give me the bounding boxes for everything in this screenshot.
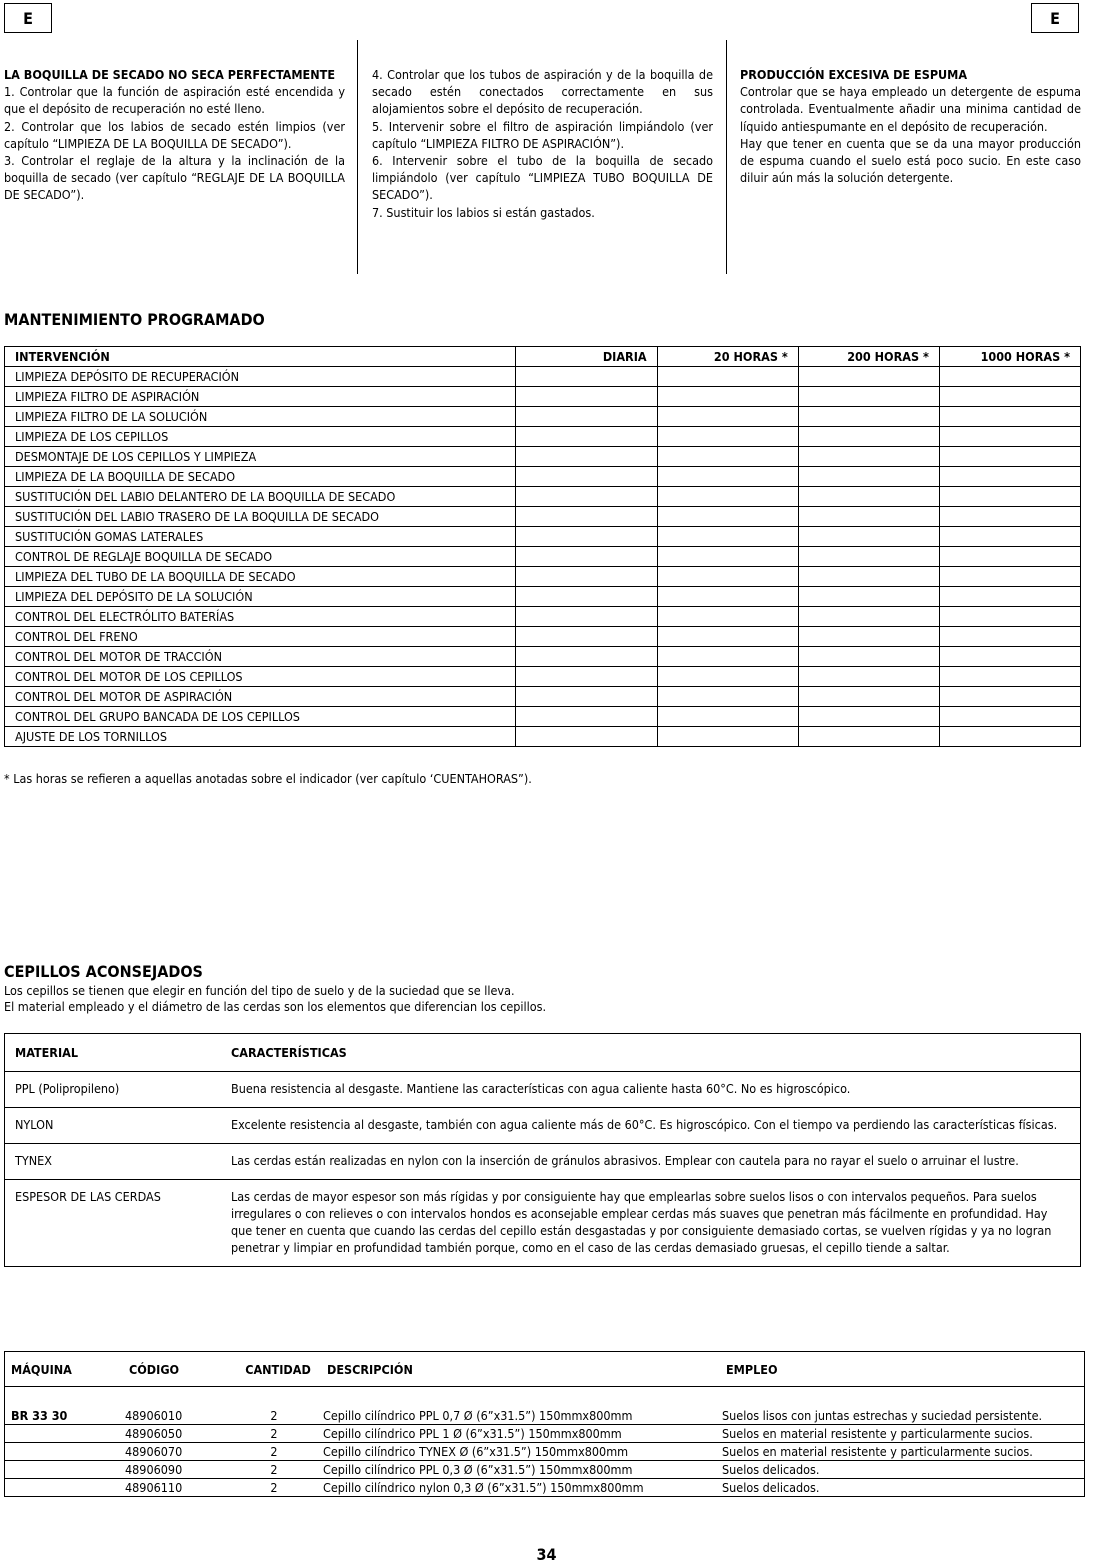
table-header-row [5, 1352, 1084, 1387]
section-heading: LA BOQUILLA DE SECADO NO SECA PERFECTAMENTE [4, 67, 335, 82]
intervention-cell: LIMPIEZA DEL DEPÓSITO DE LA SOLUCIÓN [5, 587, 516, 607]
schedule-cell [939, 667, 1080, 687]
material-cell: TYNEX [15, 1153, 52, 1168]
quantity-cell: 2 [270, 1426, 278, 1441]
table-row [5, 587, 1081, 607]
schedule-cell [657, 407, 798, 427]
intervention-cell: AJUSTE DE LOS TORNILLOS [5, 727, 516, 747]
table-row [5, 387, 1081, 407]
intervention-cell: CONTROL DEL ELECTRÓLITO BATERÍAS [5, 607, 516, 627]
quantity-cell: 2 [270, 1480, 278, 1495]
schedule-cell [798, 547, 939, 567]
intro-line: Los cepillos se tienen que elegir en función del tipo de suelo y de la suciedad que se lleva. [4, 983, 515, 998]
schedule-cell [516, 387, 657, 407]
schedule-cell [939, 427, 1080, 447]
usage-cell: Suelos en material resistente y particularmente sucios. [722, 1444, 1033, 1459]
schedule-cell [798, 427, 939, 447]
schedule-cell [939, 387, 1080, 407]
description-cell: Cepillo cilíndrico PPL 0,3 Ø (6”x31.5”) 150mmx800mm [323, 1462, 633, 1477]
description-cell: Cepillo cilíndrico TYNEX Ø (6”x31.5”) 150mmx800mm [323, 1444, 629, 1459]
material-cell: PPL (Polipropileno) [15, 1081, 120, 1096]
column-divider [357, 40, 358, 274]
schedule-cell [657, 447, 798, 467]
brush-parts-table [4, 1351, 1085, 1497]
schedule-cell [657, 627, 798, 647]
schedule-cell [516, 647, 657, 667]
schedule-cell [516, 547, 657, 567]
table-row [5, 487, 1081, 507]
paragraph: 7. Sustituir los labios si están gastados. [372, 204, 595, 220]
schedule-cell [657, 467, 798, 487]
paragraph: 1. Controlar que la función de aspiración esté encendida y que el depósito de recuperación no esté lleno. [4, 84, 345, 117]
intervention-cell: DESMONTAJE DE LOS CEPILLOS Y LIMPIEZA [5, 447, 516, 467]
column-header: MÁQUINA [11, 1361, 72, 1377]
schedule-cell [657, 427, 798, 447]
intervention-cell: LIMPIEZA FILTRO DE ASPIRACIÓN [5, 387, 516, 407]
table-row [5, 1144, 1080, 1180]
table-row [5, 407, 1081, 427]
intervention-cell: LIMPIEZA FILTRO DE LA SOLUCIÓN [5, 407, 516, 427]
table-row [5, 1108, 1080, 1144]
schedule-cell [516, 707, 657, 727]
schedule-cell [657, 487, 798, 507]
quantity-cell: 2 [270, 1444, 278, 1459]
machine-cell: BR 33 30 [11, 1408, 68, 1423]
intervention-cell: CONTROL DEL GRUPO BANCADA DE LOS CEPILLOS [5, 707, 516, 727]
column-header: 200 HORAS * [798, 347, 939, 367]
column-header: CÓDIGO [129, 1361, 180, 1377]
schedule-cell [939, 467, 1080, 487]
brushes-intro [4, 983, 546, 1015]
schedule-cell [516, 527, 657, 547]
table-row [5, 567, 1081, 587]
schedule-cell [516, 447, 657, 467]
column-header: MATERIAL [15, 1045, 78, 1060]
schedule-cell [939, 527, 1080, 547]
paragraph: 5. Intervenir sobre el filtro de aspiración limpiándolo (ver capítulo “LIMPIEZA FILTRO DE ASPIRACIÓN”). [372, 118, 713, 151]
schedule-cell [939, 367, 1080, 387]
schedule-cell [516, 507, 657, 527]
paragraph: 4. Controlar que los tubos de aspiración y de la boquilla de secado estén conectados correctamente en sus alojamientos sobre el depósito de recuperación. [372, 67, 713, 117]
schedule-cell [516, 667, 657, 687]
intervention-cell: LIMPIEZA DE LOS CEPILLOS [5, 427, 516, 447]
schedule-cell [516, 567, 657, 587]
code-cell: 48906050 [125, 1426, 183, 1441]
table-row [5, 1072, 1080, 1108]
schedule-cell [939, 407, 1080, 427]
table-row [5, 667, 1081, 687]
column-header: 20 HORAS * [657, 347, 798, 367]
brushes-title: CEPILLOS ACONSEJADOS [4, 962, 203, 981]
schedule-cell [798, 507, 939, 527]
schedule-cell [657, 707, 798, 727]
table-row [5, 447, 1081, 467]
code-cell: 48906090 [125, 1462, 183, 1477]
intervention-cell: CONTROL DE REGLAJE BOQUILLA DE SECADO [5, 547, 516, 567]
schedule-cell [939, 687, 1080, 707]
code-cell: 48906010 [125, 1408, 183, 1423]
trouble-column-1 [4, 66, 345, 204]
schedule-cell [516, 687, 657, 707]
characteristics-cell: Las cerdas están realizadas en nylon con la inserción de gránulos abrasivos. Emplear con cautela para no rayar el suelo o arruinar el lustre. [231, 1153, 1019, 1168]
schedule-cell [939, 587, 1080, 607]
schedule-cell [516, 487, 657, 507]
schedule-cell [657, 647, 798, 667]
schedule-cell [939, 547, 1080, 567]
schedule-cell [798, 567, 939, 587]
table-spacer [5, 1387, 1084, 1407]
schedule-cell [657, 507, 798, 527]
paragraph: 6. Intervenir sobre el tubo de la boquilla de secado limpiándolo (ver capítulo “LIMPIEZA TUBO BOQUILLA DE SECADO”). [372, 153, 713, 203]
schedule-cell [657, 527, 798, 547]
schedule-cell [798, 727, 939, 747]
schedule-cell [798, 647, 939, 667]
table-row [5, 527, 1081, 547]
description-cell: Cepillo cilíndrico PPL 0,7 Ø (6”x31.5”) 150mmx800mm [323, 1408, 633, 1423]
intervention-cell: SUSTITUCIÓN GOMAS LATERALES [5, 527, 516, 547]
intervention-cell: SUSTITUCIÓN DEL LABIO TRASERO DE LA BOQUILLA DE SECADO [5, 507, 516, 527]
intervention-cell: CONTROL DEL MOTOR DE ASPIRACIÓN [5, 687, 516, 707]
code-cell: 48906110 [125, 1480, 183, 1495]
code-cell: 48906070 [125, 1444, 183, 1459]
schedule-cell [657, 587, 798, 607]
page-number: 34 [536, 1545, 557, 1564]
table-header-row [5, 347, 1081, 367]
schedule-cell [516, 627, 657, 647]
table-row [5, 1180, 1080, 1266]
column-header: INTERVENCIÓN [5, 347, 516, 367]
table-row [5, 1443, 1084, 1461]
language-badge-right: E [1031, 3, 1079, 33]
column-header: DESCRIPCIÓN [327, 1361, 413, 1377]
table-row [5, 547, 1081, 567]
schedule-cell [516, 587, 657, 607]
trouble-column-3 [740, 66, 1081, 186]
column-header: 1000 HORAS * [939, 347, 1080, 367]
characteristics-cell: Buena resistencia al desgaste. Mantiene las características con agua caliente hasta 60°C. No es higroscópico. [231, 1081, 851, 1096]
intervention-cell: CONTROL DEL FRENO [5, 627, 516, 647]
maintenance-title: MANTENIMIENTO PROGRAMADO [4, 310, 265, 329]
table-row [5, 367, 1081, 387]
intervention-cell: SUSTITUCIÓN DEL LABIO DELANTERO DE LA BOQUILLA DE SECADO [5, 487, 516, 507]
quantity-cell: 2 [270, 1408, 278, 1423]
description-cell: Cepillo cilíndrico nylon 0,3 Ø (6”x31.5”) 150mmx800mm [323, 1480, 644, 1495]
schedule-cell [516, 607, 657, 627]
schedule-cell [798, 447, 939, 467]
table-row [5, 467, 1081, 487]
schedule-cell [798, 367, 939, 387]
intervention-cell: LIMPIEZA DEL TUBO DE LA BOQUILLA DE SECADO [5, 567, 516, 587]
table-row [5, 1479, 1084, 1496]
trouble-column-2 [372, 66, 713, 221]
schedule-cell [657, 607, 798, 627]
footnote: * Las horas se refieren a aquellas anotadas sobre el indicador (ver capítulo ‘CUENTAHORAS”). [4, 771, 532, 786]
column-header: DIARIA [516, 347, 657, 367]
schedule-cell [657, 687, 798, 707]
column-header: CARACTERÍSTICAS [231, 1045, 347, 1060]
schedule-cell [798, 687, 939, 707]
table-row [5, 687, 1081, 707]
characteristics-cell: Las cerdas de mayor espesor son más rígidas y por consiguiente hay que emplearlas sobre suelos lisos o con intervalos pequeños. Para suelos irregulares o con relieves o con intervalos hondos es aconsejable emplear cerdas más suaves que penetran más fácilmente en profundidad. Hay que tener en cuenta que cuando las cerdas del cepillo están desgastadas y por consiguiente demasiado cortas, se vuelven rígidas y ya no logran penetrar y limpiar en profundidad también porque, como en el caso de las cerdas demasiado gruesas, el cepillo tiende a saltar. [231, 1189, 1052, 1255]
table-row [5, 1461, 1084, 1479]
schedule-cell [657, 567, 798, 587]
schedule-cell [516, 367, 657, 387]
schedule-cell [798, 587, 939, 607]
schedule-cell [798, 527, 939, 547]
table-row [5, 1425, 1084, 1443]
schedule-cell [516, 427, 657, 447]
usage-cell: Suelos lisos con juntas estrechas y suciedad persistente. [722, 1408, 1043, 1423]
schedule-cell [516, 467, 657, 487]
column-divider [726, 40, 727, 274]
schedule-cell [657, 727, 798, 747]
table-row [5, 507, 1081, 527]
schedule-cell [516, 727, 657, 747]
table-header-row [5, 1034, 1080, 1072]
description-cell: Cepillo cilíndrico PPL 1 Ø (6”x31.5”) 150mmx800mm [323, 1426, 622, 1441]
schedule-cell [798, 407, 939, 427]
schedule-cell [798, 667, 939, 687]
material-cell: NYLON [15, 1117, 54, 1132]
schedule-cell [798, 707, 939, 727]
schedule-cell [798, 607, 939, 627]
schedule-cell [657, 387, 798, 407]
column-header: CANTIDAD [245, 1361, 311, 1377]
intervention-cell: CONTROL DEL MOTOR DE TRACCIÓN [5, 647, 516, 667]
schedule-cell [939, 727, 1080, 747]
maintenance-table [4, 346, 1081, 747]
schedule-cell [516, 407, 657, 427]
table-row [5, 427, 1081, 447]
usage-cell: Suelos delicados. [722, 1480, 820, 1495]
schedule-cell [798, 387, 939, 407]
schedule-cell [939, 447, 1080, 467]
column-header: EMPLEO [726, 1361, 778, 1377]
schedule-cell [939, 507, 1080, 527]
schedule-cell [939, 627, 1080, 647]
materials-table [4, 1033, 1081, 1267]
intervention-cell: CONTROL DEL MOTOR DE LOS CEPILLOS [5, 667, 516, 687]
schedule-cell [939, 647, 1080, 667]
section-heading: PRODUCCIÓN EXCESIVA DE ESPUMA [740, 67, 968, 82]
schedule-cell [798, 487, 939, 507]
schedule-cell [939, 707, 1080, 727]
intervention-cell: LIMPIEZA DEPÓSITO DE RECUPERACIÓN [5, 367, 516, 387]
table-row [5, 727, 1081, 747]
usage-cell: Suelos delicados. [722, 1462, 820, 1477]
schedule-cell [657, 367, 798, 387]
characteristics-cell: Excelente resistencia al desgaste, también con agua caliente más de 60°C. Es higroscópico. Con el tiempo va perdiendo las características físicas. [231, 1117, 1058, 1132]
table-row [5, 707, 1081, 727]
schedule-cell [939, 607, 1080, 627]
paragraph: 3. Controlar el reglaje de la altura y la inclinación de la boquilla de secado (ver capítulo “REGLAJE DE LA BOQUILLA DE SECADO”). [4, 153, 345, 203]
intro-line: El material empleado y el diámetro de las cerdas son los elementos que diferencian los cepillos. [4, 999, 547, 1014]
usage-cell: Suelos en material resistente y particularmente sucios. [722, 1426, 1033, 1441]
paragraph: Controlar que se haya empleado un detergente de espuma controlada. Eventualmente añadir una minima cantidad de líquido antiespumante en el depósito de recuperación. [740, 84, 1081, 134]
intervention-cell: LIMPIEZA DE LA BOQUILLA DE SECADO [5, 467, 516, 487]
schedule-cell [939, 487, 1080, 507]
schedule-cell [798, 627, 939, 647]
table-row [5, 607, 1081, 627]
table-row [5, 627, 1081, 647]
table-row [5, 647, 1081, 667]
schedule-cell [657, 547, 798, 567]
table-row [5, 1407, 1084, 1425]
quantity-cell: 2 [270, 1462, 278, 1477]
language-badge-left: E [4, 3, 52, 33]
schedule-cell [939, 567, 1080, 587]
material-cell: ESPESOR DE LAS CERDAS [15, 1189, 161, 1204]
paragraph: Hay que tener en cuenta que se da una mayor producción de espuma cuando el suelo está poco sucio. En este caso diluir aún más la solución detergente. [740, 135, 1081, 186]
schedule-cell [657, 667, 798, 687]
paragraph: 2. Controlar que los labios de secado estén limpios (ver capítulo “LIMPIEZA DE LA BOQUILLA DE SECADO”). [4, 118, 345, 151]
schedule-cell [798, 467, 939, 487]
